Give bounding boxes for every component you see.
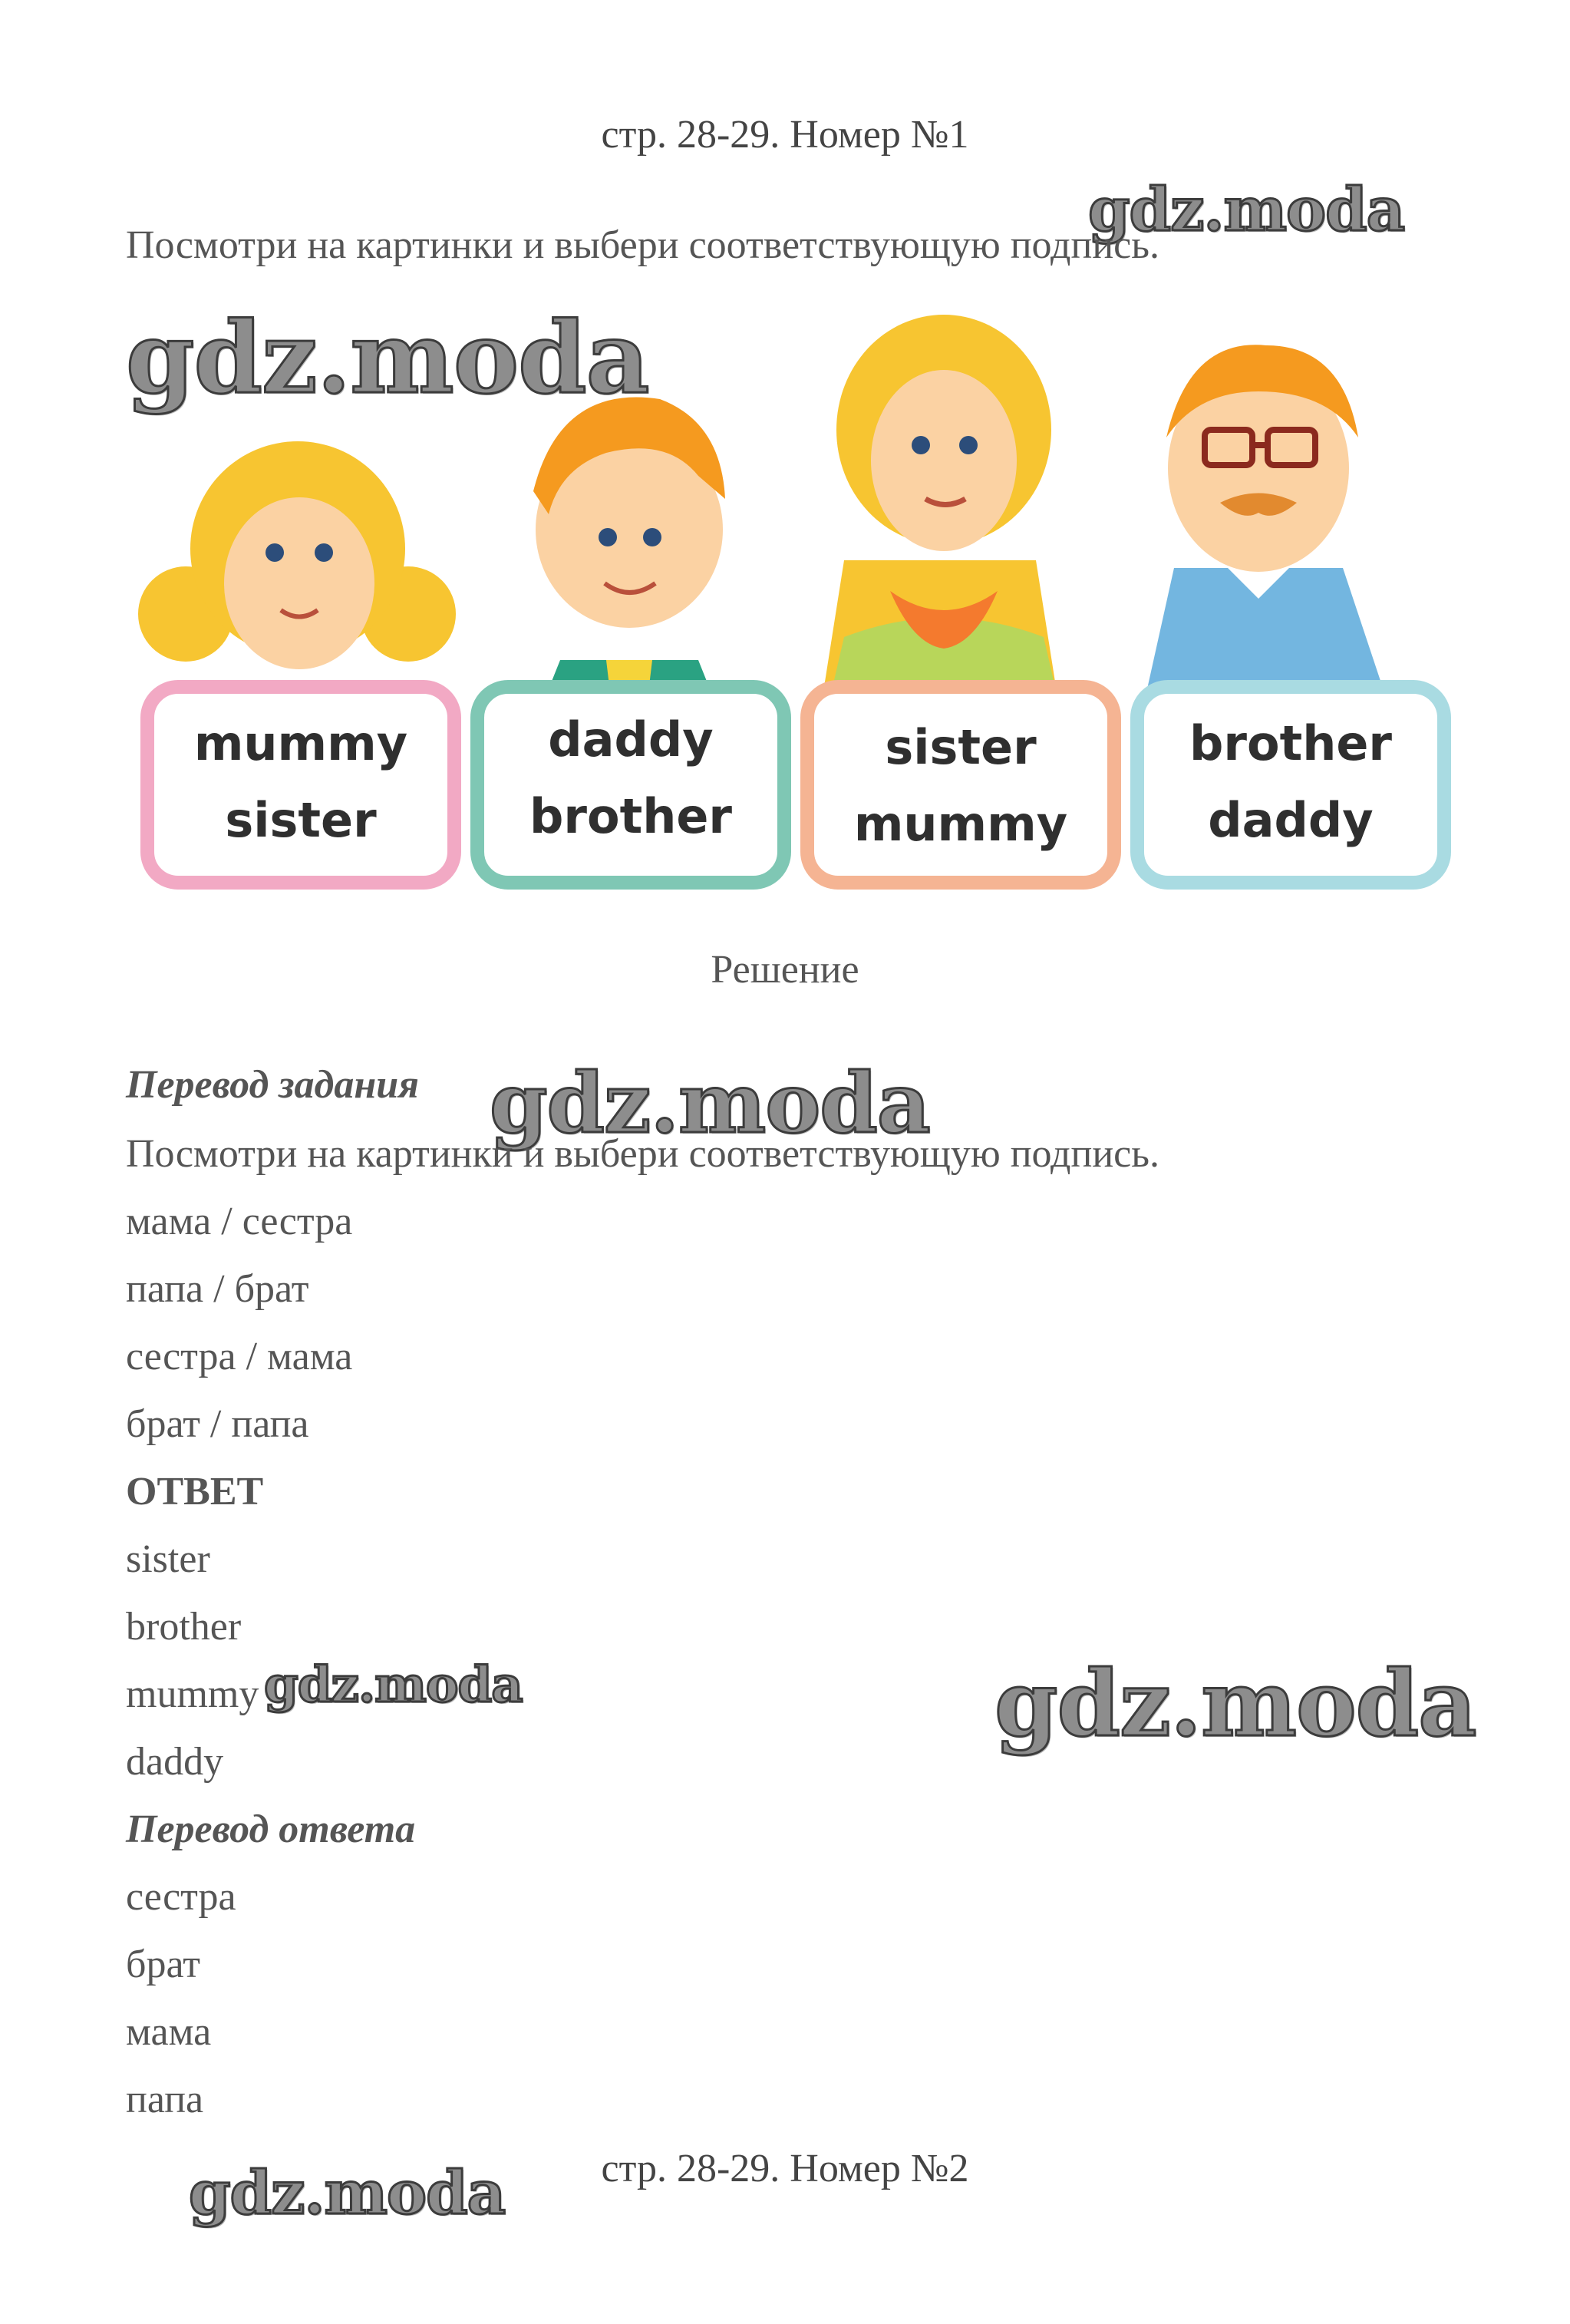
mother-figure — [821, 315, 1067, 737]
answer-item: brother — [126, 1605, 242, 1649]
watermark: gdz.moda — [994, 1650, 1476, 1757]
task-instruction: Посмотри на картинки и выбери соответствующую подпись. — [126, 223, 1159, 267]
family-illustration — [130, 307, 1466, 906]
translation-line: мама / сестра — [126, 1200, 353, 1243]
answer-translation-item: брат — [126, 1943, 200, 1986]
answer-translation-item: папа — [126, 2078, 204, 2121]
card-option-2: sister — [225, 792, 377, 848]
answer-item: sister — [126, 1537, 210, 1581]
card-option-1: brother — [1189, 715, 1392, 771]
caption-card — [807, 687, 1114, 883]
translation-line: брат / папа — [126, 1402, 309, 1446]
card-option-2: daddy — [1208, 792, 1374, 848]
answer-heading: ОТВЕТ — [126, 1470, 264, 1514]
translation-heading: Перевод задания — [126, 1063, 419, 1107]
answer-item: mummy — [126, 1672, 259, 1716]
watermark: gdz.moda — [189, 2158, 506, 2228]
card-option-1: daddy — [548, 711, 714, 768]
next-task-header: стр. 28-29. Номер №2 — [601, 2147, 969, 2190]
solution-heading: Решение — [711, 948, 859, 992]
answer-item: daddy — [126, 1740, 224, 1784]
watermark: gdz.moda — [126, 301, 649, 416]
card-option-2: mummy — [853, 796, 1068, 852]
watermark: gdz.moda — [1088, 175, 1405, 245]
watermark: gdz.moda — [264, 1656, 523, 1714]
card-option-1: mummy — [193, 715, 408, 771]
translation-text: Посмотри на картинки и выбери соответствующую подпись. — [126, 1132, 1159, 1176]
page-header: стр. 28-29. Номер №1 — [601, 113, 969, 157]
translation-line: сестра / мама — [126, 1335, 353, 1378]
translation-line: папа / брат — [126, 1267, 309, 1311]
watermark: gdz.moda — [490, 1055, 930, 1152]
father-figure — [1143, 345, 1389, 706]
answer-translation-item: мама — [126, 2010, 212, 2054]
card-option-1: sister — [885, 719, 1037, 775]
answer-translation-heading: Перевод ответа — [126, 1807, 416, 1851]
answer-translation-item: сестра — [126, 1875, 236, 1919]
card-option-2: brother — [529, 788, 732, 844]
